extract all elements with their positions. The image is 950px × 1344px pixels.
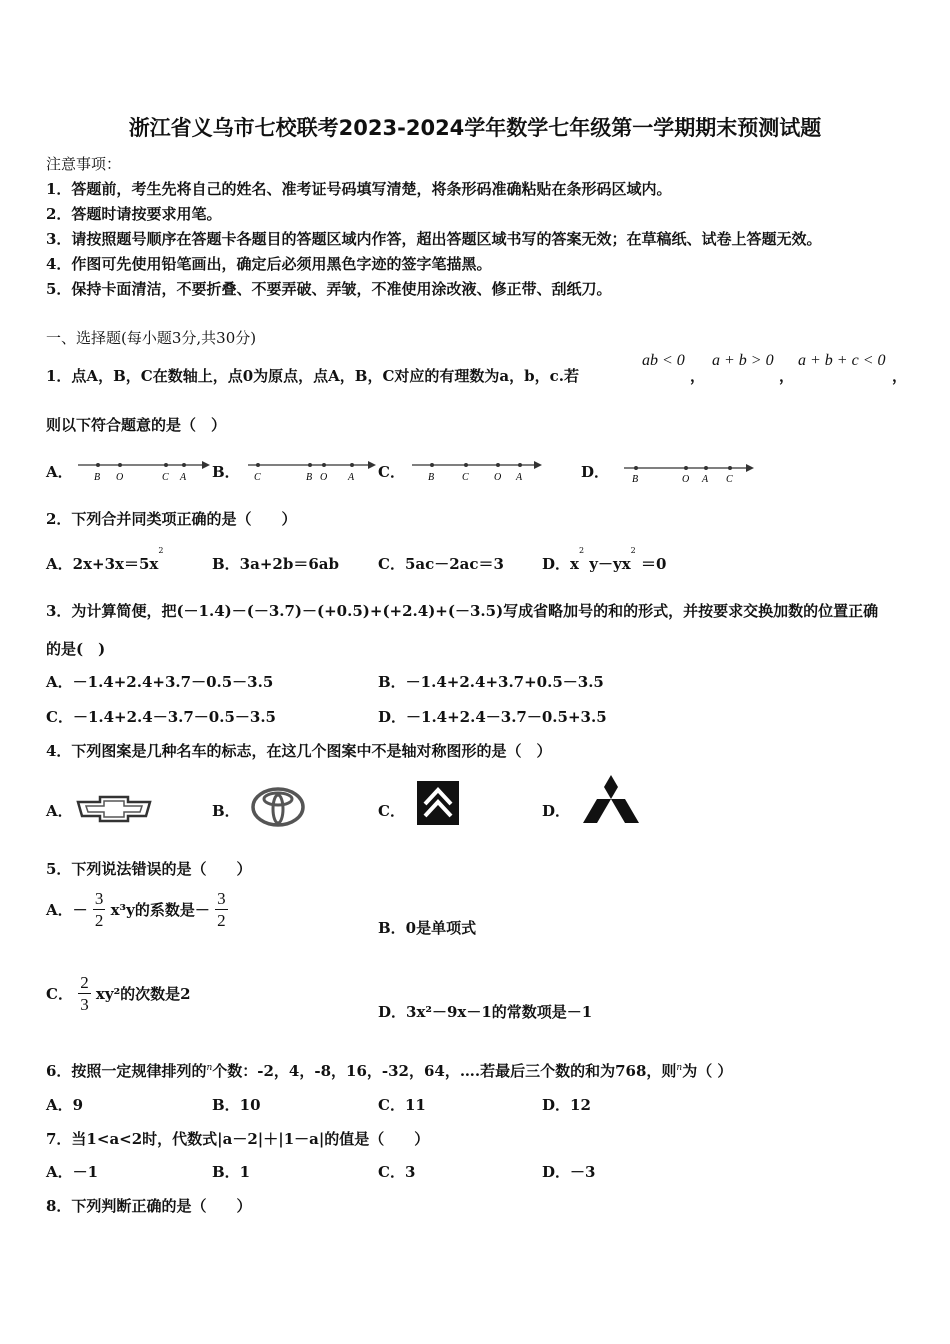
point-label: C — [462, 472, 469, 483]
q5-option-b: B．0是单项式 — [378, 919, 477, 937]
question-1-text: 1．点A，B，C在数轴上，点0为原点，点A，B，C对应的有理数为a，b，c.若 — [46, 367, 579, 385]
toyota-logo-icon — [250, 786, 306, 828]
q1-option-c-numberline — [410, 456, 542, 484]
q5-option-d: D．3x²－9x－1的常数项是－1 — [378, 1003, 593, 1021]
q1-separator: ， — [892, 367, 908, 385]
mitsubishi-logo-icon — [582, 774, 640, 824]
q1-condition-3: a + b + c < 0 — [798, 352, 886, 369]
question-2-text: 2．下列合并同类项正确的是（ ） — [46, 510, 297, 528]
notice-item: 5．保持卡面清洁，不要折叠、不要弄破、弄皱，不准使用涂改液、修正带、刮纸刀。 — [46, 280, 612, 298]
q5-option-c: C． $\frac{2}{3}$ xy²的次数是2 — [46, 973, 191, 1014]
section-heading: 一、选择题(每小题3分,共30分) — [46, 329, 257, 347]
point-label: O — [116, 472, 124, 483]
q5-option-a: A．－ $\frac{3}{2}$ x³y的系数是－ $\frac{3}{2}$ — [46, 889, 226, 930]
q4-option-a-label: A． — [46, 802, 73, 820]
q1-condition-1: ab < 0 — [642, 352, 685, 369]
question-3-text: 3．为计算简便，把(－1.4)－(－3.7)－(+0.5)+(+2.4)+(－3.5)写成省略加号的和的形式，并按要求交换加数的位置正确 — [46, 602, 879, 620]
point-label: B — [428, 472, 435, 483]
question-8-text: 8．下列判断正确的是（ ） — [46, 1197, 252, 1215]
point-label: O — [682, 474, 690, 484]
notice-item: 1．答题前，考生先将自己的姓名、准考证号码填写清楚，将条形码准确粘贴在条形码区域内。 — [46, 180, 672, 198]
point-label: C — [162, 472, 169, 483]
q7-option-c: C．3 — [378, 1163, 416, 1181]
chevrolet-logo-icon — [76, 795, 152, 823]
q6-option-b: B．10 — [212, 1096, 261, 1114]
q3-option-b: B．－1.4+2.4+3.7+0.5－3.5 — [378, 673, 604, 691]
q7-option-b: B．1 — [212, 1163, 251, 1181]
point-label: C — [254, 472, 261, 483]
q4-option-d-label: D． — [542, 802, 571, 820]
q3-option-a: A．－1.4+2.4+3.7－0.5－3.5 — [46, 673, 274, 691]
point-label: O — [494, 472, 502, 483]
page-title: 浙江省义乌市七校联考2023-2024学年数学七年级第一学期期末预测试题 — [128, 116, 822, 140]
q6-option-a: A．9 — [46, 1096, 84, 1114]
q3-option-c: C．－1.4+2.4－3.7－0.5－3.5 — [46, 708, 276, 726]
q4-option-c-label: C． — [378, 802, 405, 820]
point-label: O — [320, 472, 328, 483]
point-label: B — [94, 472, 101, 483]
question-1-text-2: 则以下符合题意的是（ ） — [46, 416, 227, 434]
q3-option-d: D．－1.4+2.4－3.7－0.5+3.5 — [378, 708, 607, 726]
point-label: B — [306, 472, 313, 483]
point-label: C — [726, 474, 733, 484]
q1-condition-2: a + b > 0 — [712, 352, 774, 369]
question-3-text-2: 的是( ) — [46, 640, 106, 658]
q2-option-b: B．3a+2b＝6ab — [212, 555, 339, 573]
q1-option-a-numberline — [76, 456, 210, 484]
q1-option-b-label: B． — [212, 463, 240, 481]
q1-option-b-numberline — [246, 456, 376, 484]
notice-header: 注意事项： — [46, 155, 122, 173]
q2-option-c: C．5ac－2ac＝3 — [378, 555, 504, 573]
point-label: A — [180, 472, 187, 483]
q1-option-d-label: D． — [581, 463, 610, 481]
point-label: B — [632, 474, 639, 484]
q2-option-d: D．$x^2$ $y-yx^2 =0$ — [542, 546, 667, 573]
question-6-text: 6．按照一定规律排列的$^n$个数：-2，4，-8，16，-32，64，….若最后三个数的和为768，则$^n$为（ ） — [46, 1062, 733, 1080]
point-label: A — [702, 474, 709, 484]
q7-option-a: A．－1 — [46, 1163, 99, 1181]
q2-option-a: A．$2x+3x=5x^2$ — [46, 546, 164, 573]
point-label: A — [516, 472, 523, 483]
q6-option-d: D．12 — [542, 1096, 591, 1114]
question-4-text: 4．下列图案是几种名车的标志，在这几个图案中不是轴对称图形的是（ ） — [46, 742, 552, 760]
q1-separator: ， — [779, 367, 795, 385]
point-label: A — [348, 472, 355, 483]
q6-option-c: C．11 — [378, 1096, 426, 1114]
notice-item: 2．答题时请按要求用笔。 — [46, 205, 222, 223]
q1-option-c-label: C． — [378, 463, 405, 481]
q1-option-a-label: A． — [46, 463, 73, 481]
citroen-logo-icon — [416, 780, 460, 826]
q1-separator: ， — [690, 367, 706, 385]
question-7-text: 7．当1<a<2时，代数式|a－2|＋|1－a|的值是（ ） — [46, 1130, 430, 1148]
question-5-text: 5．下列说法错误的是（ ） — [46, 860, 252, 878]
notice-item: 3．请按照题号顺序在答题卡各题目的答题区域内作答，超出答题区域书写的答案无效；在草稿纸、试卷上答题无效。 — [46, 230, 822, 248]
q4-option-b-label: B． — [212, 802, 240, 820]
notice-item: 4．作图可先使用铅笔画出，确定后必须用黑色字迹的签字笔描黑。 — [46, 255, 492, 273]
q7-option-d: D．－3 — [542, 1163, 596, 1181]
q1-option-d-numberline — [622, 456, 754, 484]
